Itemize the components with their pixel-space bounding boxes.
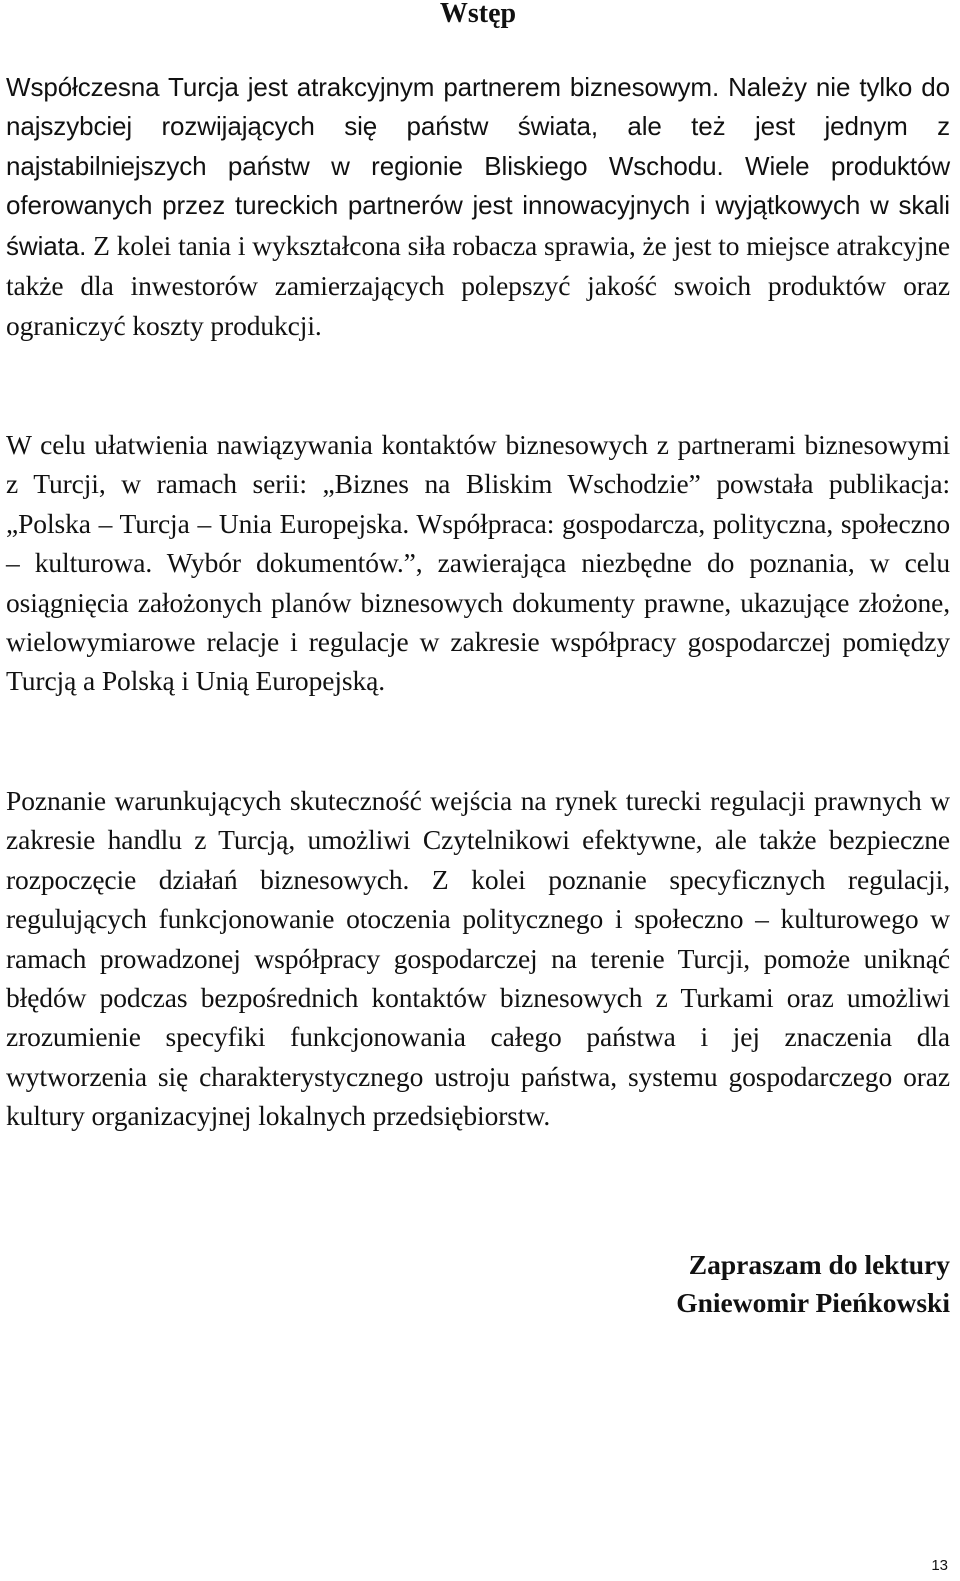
author-name: Gniewomir Pieńkowski <box>676 1287 950 1318</box>
paragraph-intro <box>6 68 950 347</box>
paragraph-publication: W celu ułatwienia nawiązywania kontaktów biznesowych z partnerami biznesowymi z Turcji, w ramach serii: „Biznes na Bliskim Wschodzie” powstała publikacja: „Polska – Turcja – Unia Europejska. Współpraca: gospodarcza, polityczna, społeczno – kulturowa. Wybór dokumentów.”, zawierająca niezbędne do poznania, w celu osiągnięcia założonych planów biznesowych dokumenty prawne, ukazujące złożone, wielowymiarowe relacje i regulacje w zakresie współpracy gospodarczej pomiędzy Turcją a Polską i Unią Europejską. <box>6 429 950 697</box>
document-page <box>6 0 950 1581</box>
document-title: Wstęp <box>439 0 517 29</box>
paragraph-intro-part1: Współczesna Turcja jest atrakcyjnym partnerem biznesowym. Należy nie tylko do najszybciej rozwijających się państw świata, ale też jest jednym z najstabilniejszych państw w regionie Bliskiego Wschodu. Wiele produktów oferowanych przez tureckich partnerów jest innowacyjnych i wyjątkowych w skali świata. <box>6 72 950 261</box>
closing-line: Zapraszam do lektury <box>688 1249 950 1280</box>
paragraph-regulations: Poznanie warunkujących skuteczność wejścia na rynek turecki regulacji prawnych w zakresie handlu z Turcją, umożliwi Czytelnikowi efektywne, ale także bezpieczne rozpoczęcie działań biznesowych. Z kolei poznanie specyficznych regulacji, regulujących funkcjonowanie otoczenia politycznego i społeczno – kulturowego w ramach prowadzonej współpracy gospodarczej na terenie Turcji, pomoże uniknąć błędów podczas bezpośrednich kontaktów biznesowych z Turkami oraz umożliwi zrozumienie specyfiki funkcjonowania całego państwa i jej znaczenia dla wytworzenia się charakterystycznego ustroju państwa, systemu gospodarczego oraz kultury organizacyjnej lokalnych przedsiębiorstw. <box>6 785 950 1132</box>
signature-block <box>676 1246 950 1322</box>
page-number: 13 <box>931 1557 948 1574</box>
paragraph-intro-part2: Z kolei tania i wykształcona siła robacza sprawia, że jest to miejsce atrakcyjne także dla inwestorów zamierzających polepszyć jakość swoich produktów oraz ograniczyć koszty produkcji. <box>6 229 950 342</box>
